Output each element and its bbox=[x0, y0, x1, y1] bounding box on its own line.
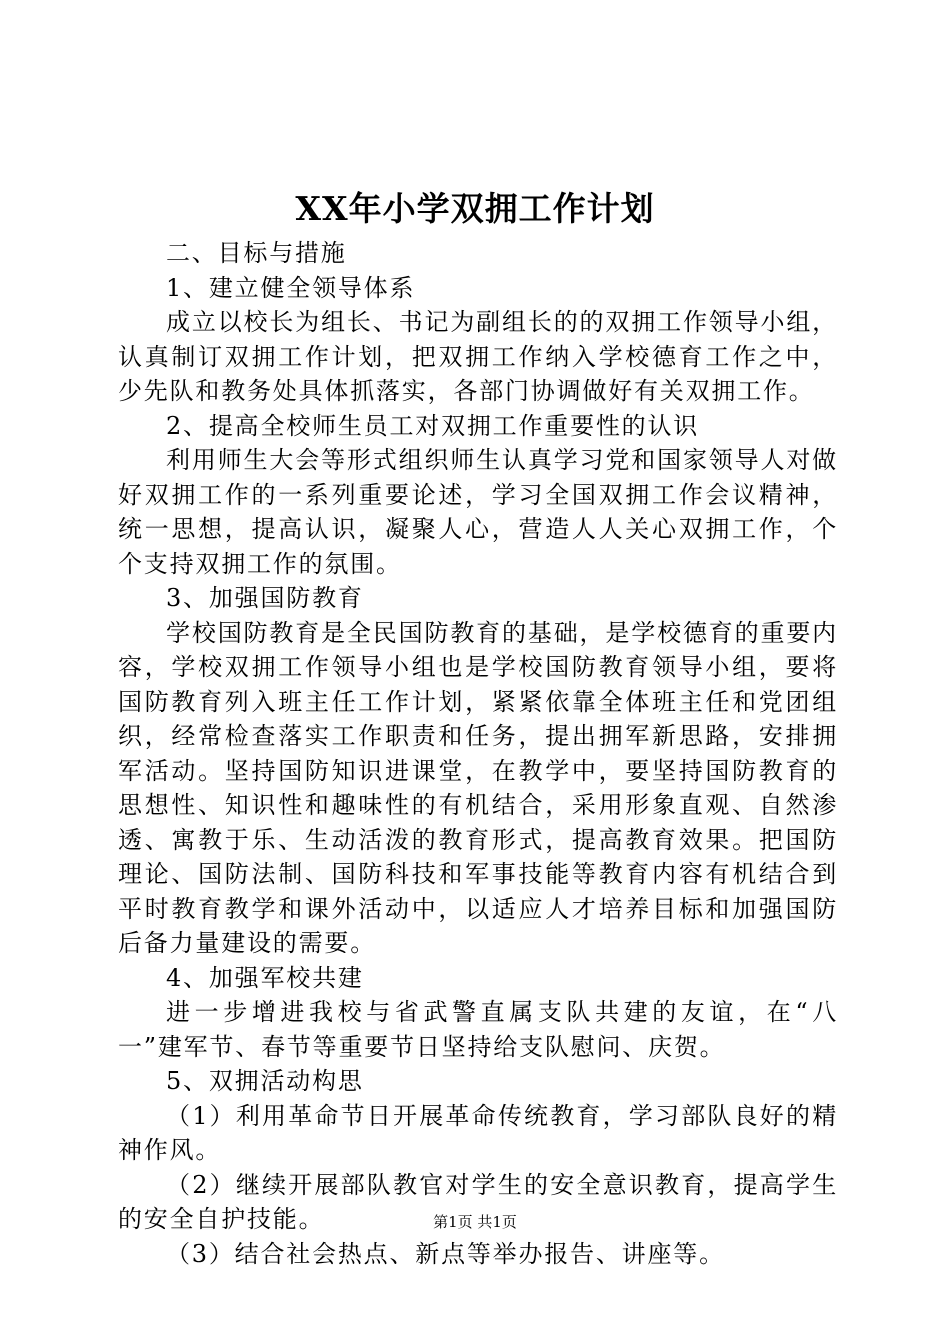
page-footer: 第1页 共1页 bbox=[433, 1213, 517, 1231]
body-paragraph: 成立以校长为组长、书记为副组长的的双拥工作领导小组，认真制订双拥工作计划，把双拥工作纳入学校德育工作之中，少先队和教务处具体抓落实，各部门协调做好有关双拥工作。 bbox=[118, 308, 838, 405]
subsection-heading: 2、提高全校师生员工对双拥工作重要性的认识 bbox=[166, 411, 700, 440]
list-item: （3）结合社会热点、新点等举办报告、讲座等。 bbox=[166, 1239, 725, 1268]
body-paragraph: 进一步增进我校与省武警直属支队共建的友谊，在“八一”建军节、春节等重要节日坚持给支队慰问、庆贺。 bbox=[118, 998, 838, 1061]
subsection-heading: 5、双拥活动构思 bbox=[166, 1067, 364, 1095]
subsection-heading: 4、加强军校共建 bbox=[166, 963, 364, 992]
body-paragraph: 利用师生大会等形式组织师生认真学习党和国家领导人对做好双拥工作的一系列重要论述，学习全国双拥工作会议精神，统一思想，提高认识，凝聚人心，营造人人关心双拥工作，个个支持双拥工作的氛围。 bbox=[118, 446, 838, 578]
body-paragraph: 学校国防教育是全民国防教育的基础，是学校德育的重要内容，学校双拥工作领导小组也是学校国防教育领导小组，要将国防教育列入班主任工作计划，紧紧依靠全体班主任和党团组织，经常检查落实工作职责和任务，提出拥军新思路，安排拥军活动。坚持国防知识进课堂，在教学中，要坚持国防教育的思想性、知识性和趣味性的有机结合，采用形象直观、自然渗透、寓教于乐、生动活泼的教育形式，提高教育效果。把国防理论、国防法制、国防科技和军事技能等教育内容有机结合到平时教育教学和课外活动中，以适应人才培养目标和加强国防后备力量建设的需要。 bbox=[118, 618, 838, 957]
document-body bbox=[118, 236, 838, 1271]
list-item: （2）继续开展部队教官对学生的安全意识教育，提高学生的安全自护技能。 bbox=[118, 1170, 838, 1233]
list-item: （1）利用革命节日开展革命传统教育，学习部队良好的精神作风。 bbox=[118, 1101, 838, 1164]
section-heading: 二、目标与措施 bbox=[166, 239, 347, 267]
subsection-heading: 3、加强国防教育 bbox=[166, 584, 364, 612]
document-title: XX年小学双拥工作计划 bbox=[295, 189, 655, 228]
subsection-heading: 1、建立健全领导体系 bbox=[166, 273, 416, 302]
